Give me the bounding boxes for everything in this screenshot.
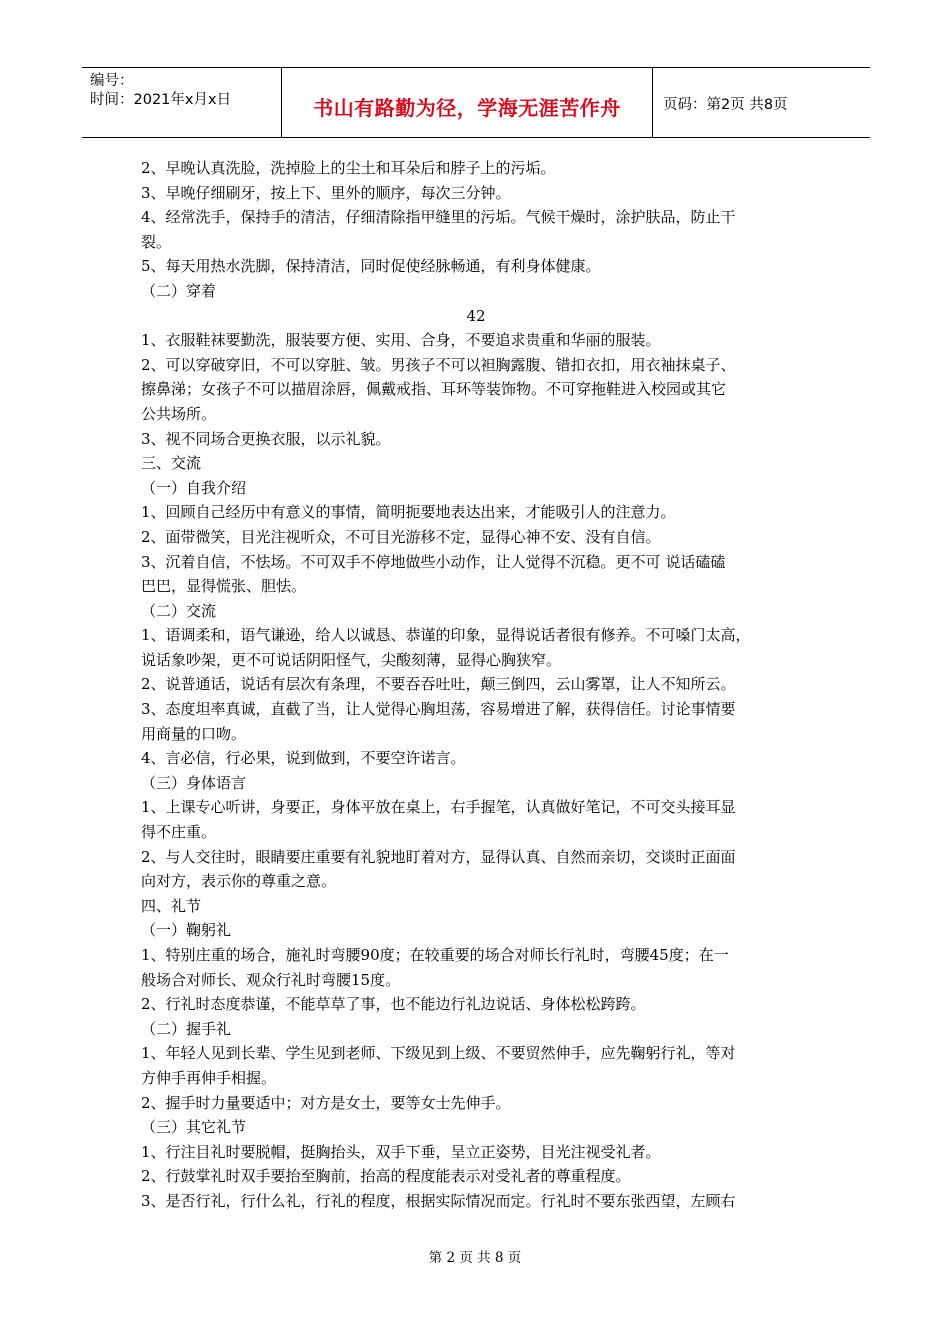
text-line: 2、行礼时态度恭谨，不能草草了事，也不能边行礼边说话、身体松松跨跨。 [141,995,646,1014]
text-line: 向对方，表示你的尊重之意。 [141,872,337,891]
header-motto: 书山有路勤为径，学海无涯苦作舟 [282,68,653,137]
text-line: 1、行注目礼时要脱帽，挺胸抬头，双手下垂，呈立正姿势，目光注视受礼者。 [141,1142,661,1161]
text-line: 擦鼻涕；女孩子不可以描眉涂唇，佩戴戒指、耳环等装饰物。不可穿拖鞋进入校园或其它 [141,380,727,399]
text-line: 得不庄重。 [141,823,217,842]
text-line: 4、经常洗手，保持手的清洁，仔细清除指甲缝里的污垢。气候干燥时，涂护肤品，防止干 [141,208,736,227]
text-line: 3、态度坦率真诚，直截了当，让人觉得心胸坦荡，容易增进了解，获得信任。讨论事情要 [141,700,736,719]
text-line: 用商量的口吻。 [141,724,247,743]
header-page-label: 页码：第2页 共8页 [663,97,788,113]
text-line: 巴巴，显得慌张、胆怯。 [141,577,307,596]
text-line: 4、言必信，行必果，说到做到，不要空许诺言。 [141,749,466,768]
text-line: 裂。 [141,232,172,251]
text-line: 3、早晚仔细刷牙，按上下、里外的顺序，每次三分钟。 [141,183,511,202]
text-line: 般场合对师长、观众行礼时弯腰15度。 [141,970,401,989]
text-line: 2、面带微笑，目光注视听众，不可目光游移不定，显得心神不安、没有自信。 [141,527,661,546]
text-line: 2、与人交往时，眼睛要庄重要有礼貌地盯着对方，显得认真、自然而亲切，交谈时正面面 [141,847,736,866]
section-subheading: （一）鞠躬礼 [141,921,232,940]
text-line: 3、沉着自信，不怯场。不可双手不停地做些小动作，让人觉得不沉稳。更不可 说话磕磕 [141,552,726,571]
text-line: 1、年轻人见到长辈、学生见到老师、下级见到上级、不要贸然伸手，应先鞠躬行礼，等对 [141,1044,736,1063]
text-line: 1、回顾自己经历中有意义的事情，简明扼要地表达出来，才能吸引人的注意力。 [141,503,676,522]
text-line: 2、可以穿破穿旧，不可以穿脏、皱。男孩子不可以袒胸露腹、错扣衣扣，用衣袖抹桌子、 [141,355,736,374]
text-line: 公共场所。 [141,404,217,423]
section-subheading: （二）穿着 [141,281,217,300]
text-line: 1、特别庄重的场合，施礼时弯腰90度；在较重要的场合对师长行礼时，弯腰45度；在一 [141,946,729,964]
section-subheading: （三）其它礼节 [141,1118,247,1137]
section-heading: 四、礼节 [141,896,202,915]
section-subheading: （一）自我介绍 [141,478,247,497]
text-line: 3、是否行礼，行什么礼，行礼的程度，根据实际情况而定。行礼时不要东张西望，左顾右 [141,1191,736,1210]
document-body [141,156,811,1214]
section-heading: 三、交流 [141,454,202,473]
text-line: 2、行鼓掌礼时双手要抬至胸前，抬高的程度能表示对受礼者的尊重程度。 [141,1167,631,1186]
text-line: 方伸手再伸手相握。 [141,1068,277,1087]
doc-time-label: 时间：2021年x月x日 [90,92,232,108]
text-line: 1、衣服鞋袜要勤洗，服装要方便、实用、合身，不要追求贵重和华丽的服装。 [141,331,661,350]
inline-page-number: 42 [466,306,486,325]
text-line: 2、说普通话，说话有层次有条理，不要吞吞吐吐，颠三倒四，云山雾罩，让人不知所云。 [141,675,736,694]
text-line: 2、握手时力量要适中；对方是女士，要等女士先伸手。 [141,1093,511,1112]
text-line: 2、早晚认真洗脸，洗掉脸上的尘土和耳朵后和脖子上的污垢。 [141,159,556,177]
text-line: 1、语调柔和，语气谦逊，给人以诚恳、恭谨的印象，显得说话者很有修养。不可嗓门太高， [141,626,751,645]
page-footer: 第 2 页 共 8 页 [428,1250,522,1266]
section-subheading: （二）交流 [141,601,217,620]
text-line: 说话象吵架，更不可说话阴阳怪气，尖酸刻薄，显得心胸狭窄。 [141,650,562,669]
page-header [82,67,870,138]
text-line: 5、每天用热水洗脚，保持清洁，同时促使经脉畅通，有利身体健康。 [141,257,601,276]
text-line: 3、视不同场合更换衣服，以示礼貌。 [141,429,391,448]
doc-number-label: 编号： [90,73,134,89]
section-subheading: （二）握手礼 [141,1019,232,1038]
section-subheading: （三）身体语言 [141,773,247,792]
header-meta [82,68,282,137]
text-line: 1、上课专心听讲，身要正，身体平放在桌上，右手握笔，认真做好笔记，不可交头接耳显 [141,798,736,817]
